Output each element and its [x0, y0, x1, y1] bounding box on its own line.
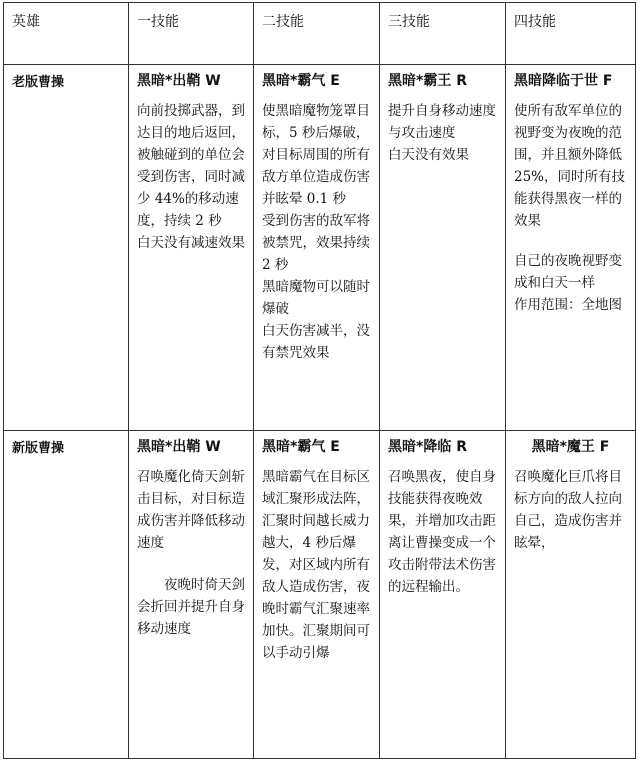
skill-cell [380, 65, 506, 431]
skill-name: 黑暗降临于世 F [514, 73, 613, 89]
skill-description [137, 100, 245, 254]
header-row [4, 3, 636, 65]
skill-text: 自己的夜晚视野变成和白天一样 [514, 253, 622, 291]
skill-cell [506, 431, 636, 759]
skill-text: 白天没有减速效果 [137, 235, 245, 251]
skill-name: 黑暗*霸王 R [388, 73, 467, 89]
skill-cell [380, 431, 506, 759]
skill-name: 黑暗*出鞘 W [137, 439, 221, 455]
skill-comparison-table [3, 2, 636, 759]
skill-text: 提升自身移动速度与攻击速度 [388, 103, 496, 141]
skill-description [514, 466, 627, 554]
skill-text: 使黑暗魔物笼罩目标，5 秒后爆破，对目标周围的所有敌方单位造成伤害并眩晕 0.1 秒 [262, 103, 370, 207]
skill-text: 白天没有效果 [388, 147, 469, 163]
skill-text: 黑暗魔物可以随时爆破 [262, 279, 370, 317]
skill-text: 夜晚时倚天剑会折回并提升自身移动速度 [137, 577, 245, 637]
skill-text: 召唤魔化倚天剑斩击目标，对目标造成伤害并降低移动速度 [137, 469, 245, 551]
header-skill-1: 一技能 [129, 3, 254, 65]
skill-text: 受到伤害的敌军将被禁咒，效果持续 2 秒 [262, 213, 370, 273]
skill-text: 使所有敌军单位的视野变为夜晚的范围，并且额外降低 25%，同时所有技能获得黑夜一样的效果 [514, 103, 626, 229]
header-skill-3: 三技能 [380, 3, 506, 65]
skill-cell [129, 431, 254, 759]
skill-text: 召唤魔化巨爪将目标方向的敌人拉向自己，造成伤害并眩晕， [514, 469, 622, 551]
table-row-new-caocao [4, 431, 636, 759]
skill-text: 黑暗霸气在目标区域汇聚形成法阵，汇聚时间越长威力越大，4 秒后爆发，对区域内所有敌人造成伤害，夜晚时霸气汇聚速率加快。汇聚期间可以手动引爆 [262, 469, 370, 661]
skill-name: 黑暗*霸气 E [262, 439, 340, 455]
skill-cell [129, 65, 254, 431]
skill-description [388, 100, 497, 166]
skill-cell [254, 65, 380, 431]
skill-text: 召唤黑夜，使自身技能获得夜晚效果，并增加攻击距离让曹操变成一个攻击附带法术伤害的远程输出。 [388, 469, 496, 595]
skill-cell [254, 431, 380, 759]
skill-text: 向前投掷武器，到达目的地后返回，被触碰到的单位会受到伤害，同时减少 44%的移动速度，持续 2 秒 [137, 103, 245, 229]
skill-text: 作用范围：全地图 [514, 297, 622, 313]
skill-description [137, 466, 245, 640]
table-row-old-caocao [4, 65, 636, 431]
header-skill-4: 四技能 [506, 3, 636, 65]
skill-name: 黑暗*霸气 E [262, 73, 340, 89]
skill-text: 白天伤害减半，没有禁咒效果 [262, 323, 370, 361]
hero-name: 老版曹操 [4, 65, 129, 431]
skill-name: 黑暗*降临 R [388, 439, 467, 455]
skill-name: 黑暗*出鞘 W [137, 73, 221, 89]
skill-description [262, 100, 371, 364]
hero-name: 新版曹操 [4, 431, 129, 759]
skill-description [262, 466, 371, 664]
skill-description [514, 100, 627, 316]
skill-description [388, 466, 497, 598]
skill-cell [506, 65, 636, 431]
header-hero: 英雄 [4, 3, 129, 65]
skill-name: 黑暗*魔王 F [531, 439, 610, 455]
header-skill-2: 二技能 [254, 3, 380, 65]
